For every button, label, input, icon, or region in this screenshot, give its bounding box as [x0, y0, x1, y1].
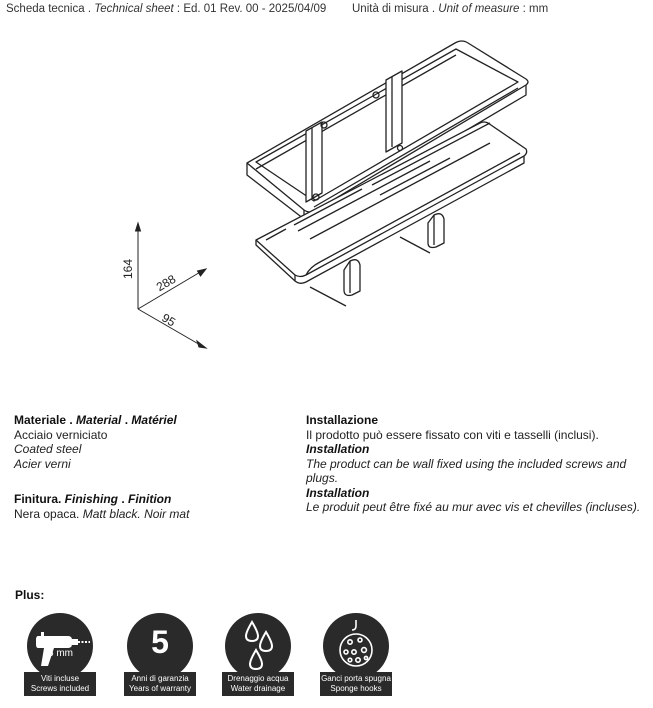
material-heading: Materiale . Material . Matériel [14, 413, 177, 427]
plus-label-warranty: Anni di garanzia Years of warranty [124, 672, 196, 696]
dimension-depth: 95 [159, 310, 178, 330]
installation-heading-en: Installation [306, 442, 370, 456]
dimension-length: 288 [153, 271, 179, 295]
installation-text-fr: Le produit peut être fixé au mur avec vis et chevilles (incluses). [306, 500, 641, 514]
unit-of-measure-header: Unità di misura . Unit of measure : mm [352, 3, 549, 15]
plus-label-screws: Viti incluse Screws included [24, 672, 96, 696]
plus-title: Plus: [15, 588, 45, 602]
warranty-years: 5 [151, 624, 169, 660]
plus-label-drainage: Drenaggio acqua Water drainage [222, 672, 294, 696]
finish-section [14, 492, 294, 521]
plus-item-warranty [124, 612, 196, 693]
dimension-height: 164 [121, 258, 136, 280]
material-section [14, 413, 294, 471]
product-drawing [110, 35, 540, 355]
material-en: Coated steel [14, 442, 82, 456]
installation-heading-fr: Installation [306, 485, 370, 500]
plus-item-drainage [222, 612, 294, 693]
finish-value: Nera opaca. Matt black. Noir mat [14, 506, 190, 521]
plus-item-screws [24, 612, 96, 693]
installation-heading-it: Installazione [306, 413, 379, 427]
material-fr: Acier verni [14, 456, 71, 471]
screw-size: 6 mm [48, 648, 73, 659]
plus-label-sponge-hooks: Ganci porta spugna Sponge hooks [320, 672, 392, 696]
installation-section [306, 413, 642, 515]
plus-item-sponge-hooks [320, 612, 392, 693]
installation-text-it: Il prodotto può essere fissato con viti e tasselli (inclusi). [306, 427, 599, 442]
material-it: Acciaio verniciato [14, 427, 108, 442]
finish-heading: Finitura. Finishing . Finition [14, 492, 172, 506]
technical-sheet-header: Scheda tecnica . Technical sheet : Ed. 01 Rev. 00 - 2025/04/09 [6, 3, 327, 15]
installation-text-en: The product can be wall fixed using the included screws and plugs. [306, 456, 627, 485]
